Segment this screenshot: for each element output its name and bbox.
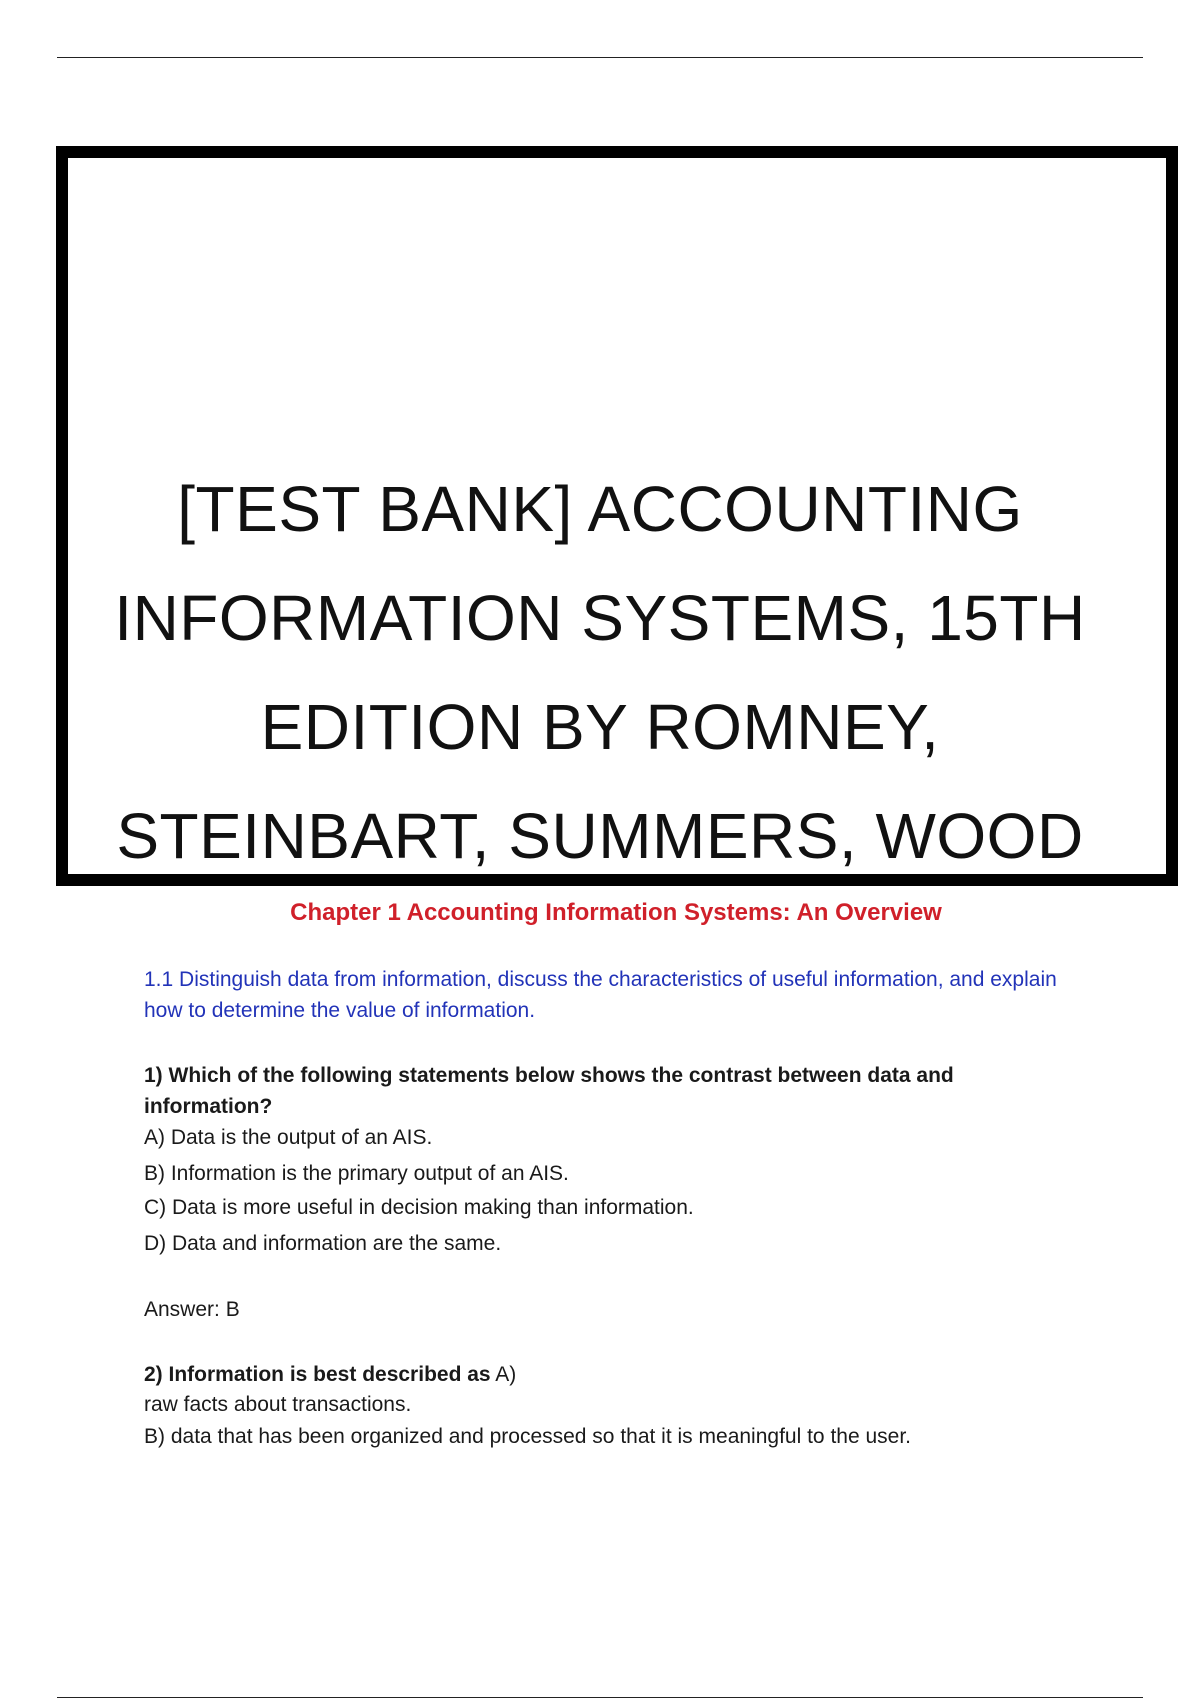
- title-line-4: STEINBART, SUMMERS, WOOD: [116, 800, 1084, 872]
- question-1-option-d: D) Data and information are the same.: [144, 1232, 502, 1255]
- header-rule: [57, 57, 1143, 58]
- question-2-text: 2) Information is best described as: [144, 1363, 491, 1386]
- question-1-option-b: B) Information is the primary output of an AIS.: [144, 1162, 569, 1185]
- question-1-answer: Answer: B: [144, 1298, 240, 1321]
- title-line-2: INFORMATION SYSTEMS, 15TH: [114, 582, 1086, 654]
- question-2-inline-option: A): [490, 1363, 517, 1386]
- document-title: [0, 455, 1200, 891]
- question-1-option-a: A) Data is the output of an AIS.: [144, 1126, 433, 1149]
- question-1-option-c: C) Data is more useful in decision making than information.: [144, 1196, 694, 1219]
- title-line-3: EDITION BY ROMNEY,: [260, 691, 940, 763]
- question-1-text: 1) Which of the following statements below shows the contrast between data and information?: [144, 1064, 954, 1118]
- question-1: [144, 1060, 1084, 1122]
- learning-objective: 1.1 Distinguish data from information, discuss the characteristics of useful information, and explain how to determine the value of information.: [144, 968, 1057, 1022]
- question-2-option-a-text: raw facts about transactions.: [144, 1393, 412, 1416]
- chapter-heading: Chapter 1 Accounting Information Systems: An Overview: [290, 899, 942, 926]
- question-2-option-b: B) data that has been organized and processed so that it is meaningful to the user.: [144, 1425, 911, 1448]
- footer-rule: [57, 1697, 1143, 1698]
- question-2: [144, 1359, 1084, 1390]
- title-line-1: [TEST BANK] ACCOUNTING: [177, 473, 1023, 545]
